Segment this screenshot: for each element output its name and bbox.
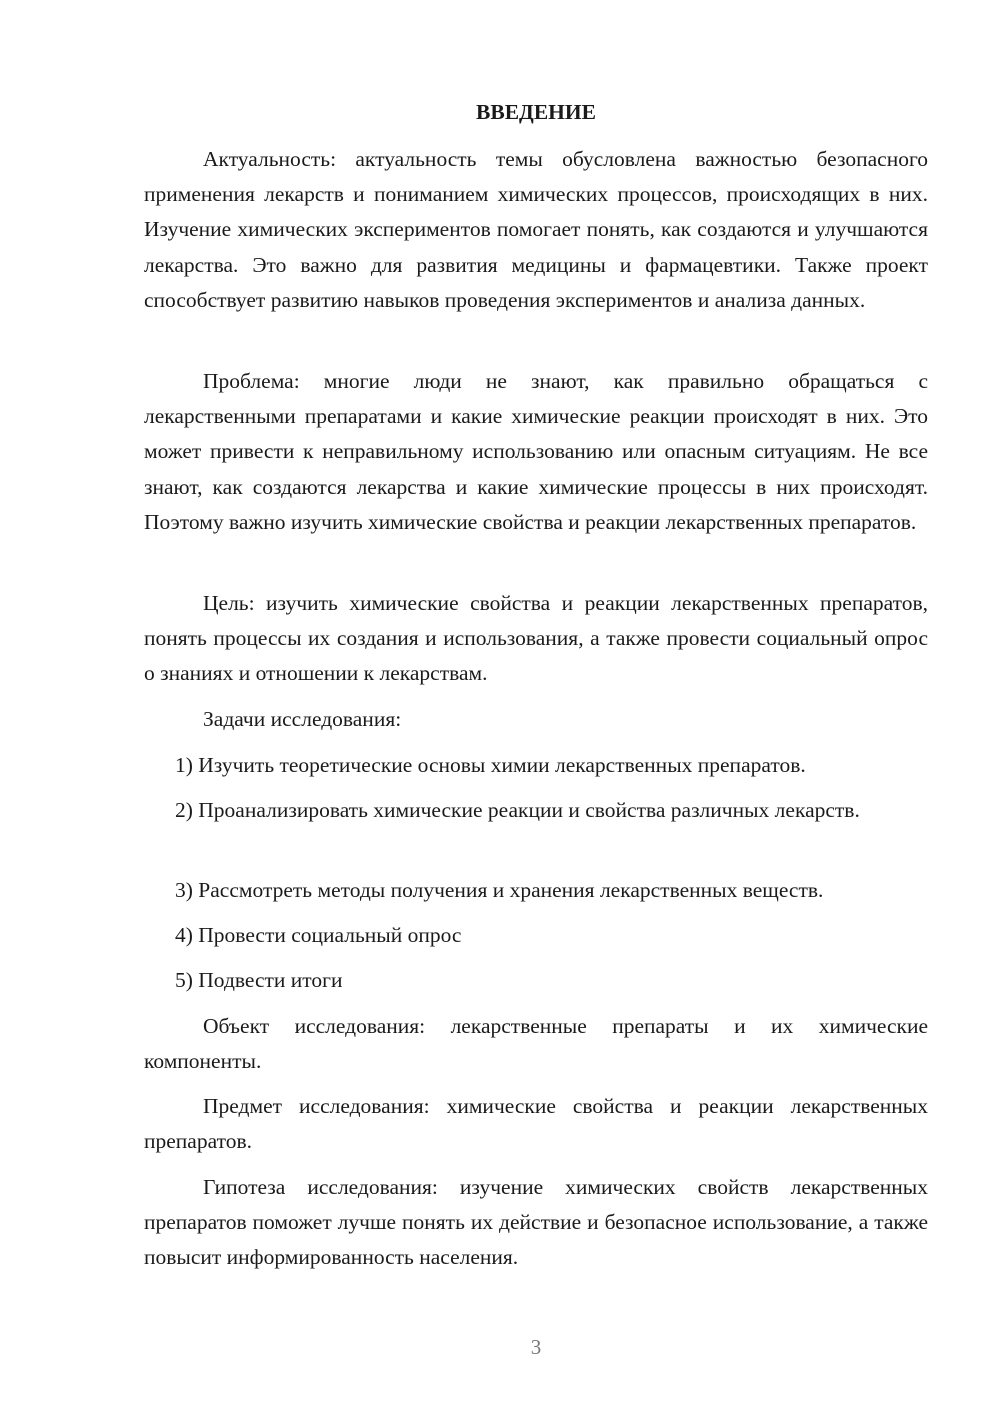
hypothesis-paragraph: Гипотеза исследования: изучение химических свойств лекарственных препаратов поможет лучше понять их действие и безопасное использование, а также повысит информированность населения. (144, 1175, 928, 1270)
object-paragraph: Объект исследования: лекарственные препараты и их химические компоненты. (144, 1014, 928, 1074)
subject-paragraph: Предмет исследования: химические свойства и реакции лекарственных препаратов. (144, 1094, 928, 1154)
problem-paragraph: Проблема: многие люди не знают, как правильно обращаться с лекарственными препаратами и какие химические реакции происходят в них. Это может привести к неправильному использованию или опасным ситуациям. Не все знают, как создаются лекарства и какие химические процессы в них происходят. Поэтому важно изучить химические свойства и реакции лекарственных препаратов. (144, 369, 928, 534)
task-item-5: 5) Подвести итоги (175, 968, 343, 992)
tasks-heading: Задачи исследования: (203, 707, 402, 731)
task-item-1: 1) Изучить теоретические основы химии лекарственных препаратов. (175, 753, 806, 777)
task-item-3: 3) Рассмотреть методы получения и хранения лекарственных веществ. (175, 878, 824, 902)
relevance-paragraph: Актуальность: актуальность темы обусловлена важностью безопасного применения лекарств и пониманием химических процессов, происходящих в них. Изучение химических экспериментов помогает понять, как создаются и улучшаются лекарства. Это важно для развития медицины и фармацевтики. Также проект способствует развитию навыков проведения экспериментов и анализа данных. (144, 147, 928, 312)
page-title: ВВЕДЕНИЕ (476, 100, 596, 124)
task-item-2: 2) Проанализировать химические реакции и свойства различных лекарств. (175, 798, 860, 822)
task-item-4: 4) Провести социальный опрос (175, 923, 462, 947)
page-number: 3 (530, 1335, 542, 1359)
goal-paragraph: Цель: изучить химические свойства и реакции лекарственных препаратов, понять процессы их создания и использования, а также провести социальный опрос о знаниях и отношении к лекарствам. (144, 591, 928, 686)
